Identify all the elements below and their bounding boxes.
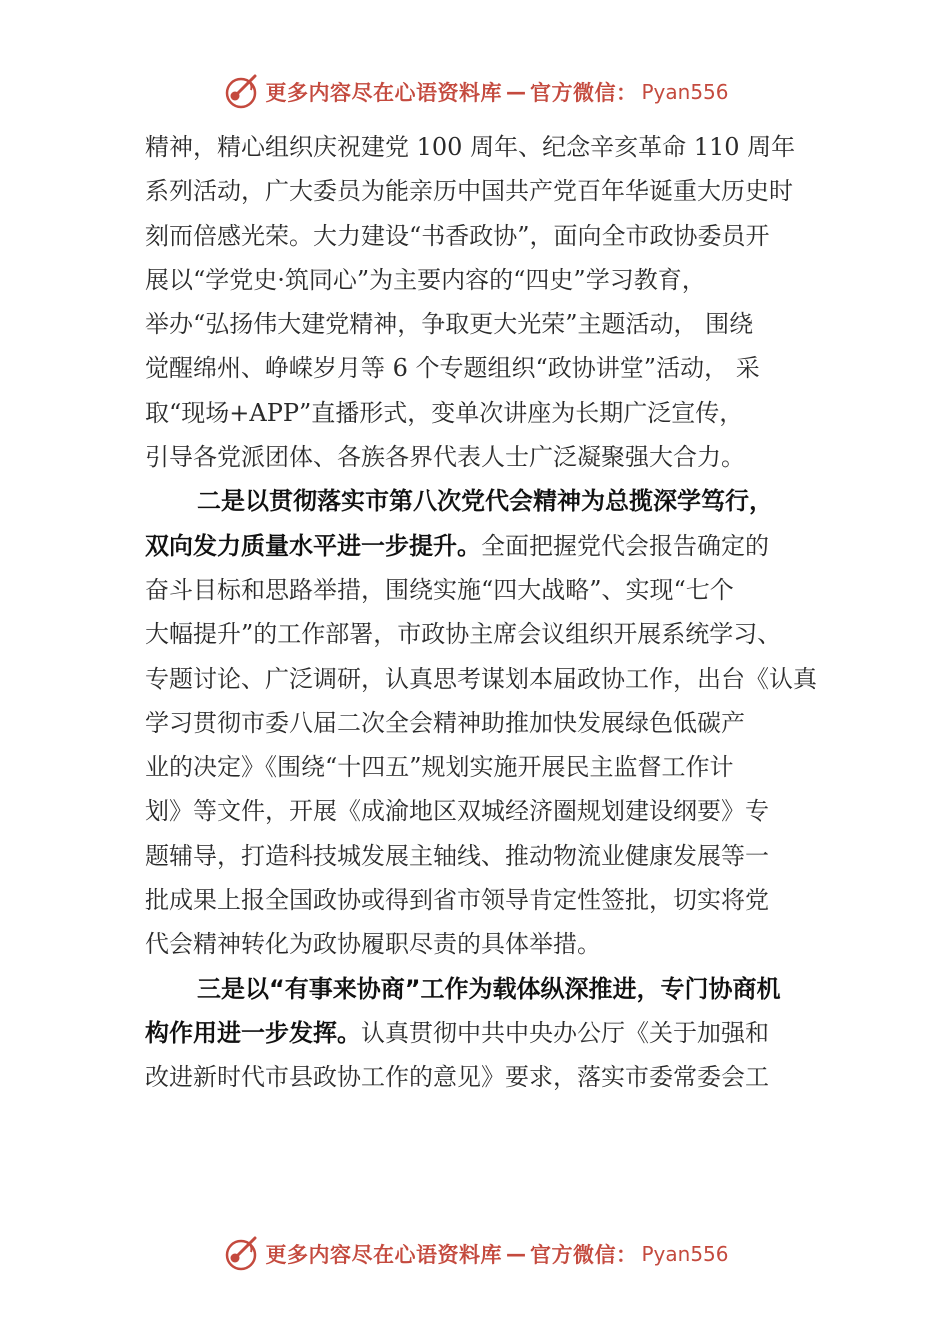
quill-logo-icon [221,72,261,112]
para1-line-4: 展以“学党史·筑同心”为主要内容的“四史”学习教育， [145,265,706,294]
para2-line-11: 代会精神转化为政协履职尽责的具体举措。 [145,930,601,959]
footer-wechat-id: Pyan556 [641,1242,729,1266]
para2-line-2 [145,524,817,568]
document-body [145,125,817,1100]
para2-line-4: 大幅提升”的工作部署，市政协主席会议组织开展系统学习、 [145,620,782,649]
para3-heading-line-1: 三是以“有事来协商”工作为载体纵深推进，专门协商机 [197,974,781,1003]
header-banner [0,70,950,114]
para2-line-3: 奋斗目标和思路举措，围绕实施“四大战略”、实现“七个 [145,575,734,604]
para1-line-3: 刻而倍感光荣。大力建设“书香政协”，面向全市政协委员开 [145,221,770,250]
para2-line-2-rest: 全面把握党代会报告确定的 [481,531,769,560]
header-wechat-label: 官方微信： [529,80,638,105]
para1-line-8: 引导各党派团体、各族各界代表人士广泛凝聚强大合力。 [145,443,745,472]
para1-line-7: 取“现场+APP”直播形式，变单次讲座为长期广泛宣传， [145,398,744,427]
para2-heading-line-2: 双向发力质量水平进一步提升。 [145,531,481,560]
para2-line-9: 题辅导，打造科技城发展主轴线、推动物流业健康发展等一 [145,841,769,870]
para2-line-8: 划》等文件，开展《成渝地区双城经济圈规划建设纲要》专 [145,797,769,826]
footer-wechat-label: 官方微信： [529,1242,638,1267]
para2-line-6: 学习贯彻市委八届二次全会精神助推加快发展绿色低碳产 [145,708,745,737]
footer-site-text: 更多内容尽在心语资料库 [265,1242,502,1267]
para2-line-5: 专题讨论、广泛调研，认真思考谋划本届政协工作，出台《认真 [145,664,817,693]
para1-line-6: 觉醒绵州、峥嵘岁月等 6 个专题组织“政协讲堂”活动， 采 [145,354,760,383]
para1-line-2: 系列活动，广大委员为能亲历中国共产党百年华诞重大历史时 [145,177,793,206]
header-site-text: 更多内容尽在心语资料库 [265,80,502,105]
para2-line-7: 业的决定》《围绕“十四五”规划实施开展民主监督工作计 [145,753,734,782]
para3-line-3: 改进新时代市县政协工作的意见》要求，落实市委常委会工 [145,1063,769,1092]
para1-line-1: 精神，精心组织庆祝建党 100 周年、纪念辛亥革命 110 周年 [145,133,796,161]
para2-line-10: 批成果上报全国政协或得到省市领导肯定性签批，切实将党 [145,886,769,915]
footer-separator: — [505,1242,526,1266]
footer-banner [0,1232,950,1276]
para3-line-2 [145,1011,817,1055]
para2-heading-line-1: 二是以贯彻落实市第八次党代会精神为总揽深学笃行， [197,487,773,516]
header-wechat-id: Pyan556 [641,80,729,104]
para3-line-2-rest: 认真贯彻中共中央办公厅《关于加强和 [361,1018,769,1047]
para3-heading-line-2: 构作用进一步发挥。 [145,1018,361,1047]
header-separator: — [505,80,526,104]
quill-logo-icon [221,1234,261,1274]
para1-line-5: 举办“弘扬伟大建党精神，争取更大光荣”主题活动， 围绕 [145,310,754,339]
